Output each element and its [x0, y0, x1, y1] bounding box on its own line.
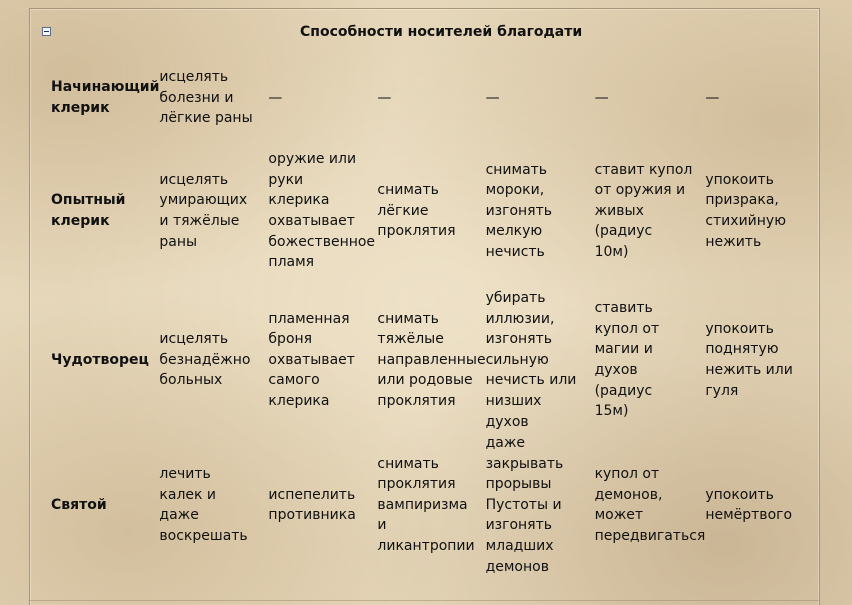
table-title: Способности носителей благодати: [300, 24, 583, 40]
ability-cell-line: убирать: [485, 290, 546, 306]
ability-cell: [705, 134, 805, 288]
ability-cell-line: болезни и: [159, 89, 234, 106]
ability-cell-line: проклятия: [377, 476, 456, 493]
ability-cell-line: воскрешать: [159, 527, 248, 544]
ability-cell: [595, 134, 706, 288]
ability-cell-line: поднятую: [705, 341, 779, 358]
ability-cell: [159, 134, 268, 288]
ability-cell-line: демонов: [485, 558, 549, 575]
ability-cell-line: мелкую: [485, 223, 543, 240]
ability-cell-line: исцелять: [159, 171, 229, 188]
ability-cell-line: или родовые: [377, 372, 473, 389]
ability-cell-line: магии и: [594, 341, 653, 358]
ability-cell: [486, 288, 595, 432]
ability-cell-line: ликантропии: [377, 538, 475, 555]
ability-cell: [486, 432, 595, 578]
ability-cell-line: стихийную: [705, 213, 786, 229]
rank-label: [48, 288, 159, 432]
ability-cell-line: прорывы: [485, 476, 552, 493]
ability-cell-line: снимать: [485, 161, 548, 178]
rank-label-line: Начинающий: [51, 79, 160, 96]
ability-cell: [705, 432, 805, 578]
ability-cell: [268, 288, 377, 432]
ability-cell-line: 15м): [594, 403, 629, 420]
ability-cell: [377, 134, 485, 288]
rank-label: [48, 134, 159, 288]
ability-cell-line: снимать: [377, 310, 439, 327]
ability-cell-line: проклятия: [377, 392, 456, 409]
ability-cell-line: призрака,: [705, 192, 779, 209]
ability-cell: [268, 134, 377, 288]
ability-cell-line: охватывает: [268, 213, 355, 229]
ability-cell-line: изгонять: [485, 202, 553, 219]
ability-cell-line: безнадёжно: [159, 351, 251, 368]
ability-cell-line: ставить: [594, 300, 653, 317]
ability-cell: [595, 432, 706, 578]
ability-cell-line: изгонять: [485, 517, 553, 534]
rank-label-line: клерик: [51, 213, 110, 229]
ability-cell-line: руки: [268, 171, 304, 188]
ability-cell-line: духов: [594, 362, 638, 379]
ability-cell-line: пламенная: [268, 310, 350, 327]
ability-cell-line: —: [485, 89, 500, 106]
ability-cell-line: ставит купол: [594, 161, 693, 178]
ability-cell-line: упокоить: [705, 486, 774, 503]
ability-cell-line: броня: [268, 331, 313, 348]
ability-cell-line: мороки,: [485, 182, 545, 199]
ability-cell-line: упокоить: [705, 171, 774, 188]
ability-cell-line: даже: [485, 435, 526, 452]
ability-cell-line: больных: [159, 372, 223, 389]
ability-cell-line: нечисть: [485, 243, 545, 260]
ability-cell-line: иллюзии,: [485, 310, 555, 327]
ability-cell-line: упокоить: [705, 320, 774, 337]
ability-cell: [705, 62, 805, 134]
ability-cell-line: даже: [159, 507, 199, 524]
ability-cell-line: исцелять: [159, 69, 229, 86]
ability-cell-line: сильную: [485, 351, 549, 368]
ability-cell-line: (радиус: [594, 223, 653, 240]
ability-cell-line: купол от: [594, 465, 660, 482]
ability-cell-line: исцелять: [159, 331, 229, 348]
ability-cell-line: направленные: [377, 351, 486, 368]
ability-cell: [159, 432, 268, 578]
ability-cell-line: может: [594, 507, 644, 524]
ability-cell-line: от оружия и: [594, 182, 686, 199]
ability-cell-line: калек и: [159, 486, 217, 503]
ability-cell-line: купол от: [594, 320, 660, 337]
ability-cell-line: передвигаться: [594, 527, 706, 544]
rank-label: [48, 62, 159, 134]
ability-cell-line: раны: [159, 233, 198, 250]
table-row: [48, 432, 805, 578]
ability-cell-line: нечисть или: [485, 372, 577, 389]
ability-cell-line: 10м): [594, 243, 629, 260]
abilities-table: [48, 62, 805, 578]
ability-cell: [595, 288, 706, 432]
ability-cell: [377, 432, 485, 578]
ability-cell-line: закрывать: [485, 455, 564, 472]
ability-cell: [377, 62, 485, 134]
ability-cell: [377, 288, 485, 432]
ability-cell-line: вампиризма: [377, 496, 468, 513]
ability-cell-line: низших: [485, 392, 542, 409]
ability-cell-line: гуля: [705, 382, 739, 399]
ability-cell-line: немёртвого: [705, 507, 793, 524]
ability-cell-line: снимать: [377, 455, 439, 472]
ability-cell-line: испепелить: [268, 486, 356, 503]
ability-cell-line: охватывает: [268, 351, 355, 368]
ability-cell-line: тяжёлые: [377, 331, 444, 348]
ability-cell-line: (радиус: [594, 382, 653, 399]
ability-cell-line: изгонять: [485, 331, 553, 348]
ability-cell-line: лёгкие раны: [159, 110, 253, 127]
table-row: [48, 62, 805, 134]
ability-cell-line: клерика: [268, 192, 330, 209]
ability-cell-line: демонов,: [594, 486, 663, 503]
ability-cell-line: —: [594, 89, 609, 106]
ability-cell: [486, 62, 595, 134]
ability-cell-line: и: [377, 517, 387, 534]
ability-cell: [268, 62, 377, 134]
ability-cell: [159, 62, 268, 134]
ability-cell-line: противника: [268, 507, 356, 524]
ability-cell-line: и тяжёлые: [159, 213, 240, 229]
ability-cell-line: —: [377, 89, 392, 106]
ability-cell-line: лечить: [159, 465, 211, 482]
ability-cell-line: нежить или: [705, 362, 793, 379]
ability-cell: [705, 288, 805, 432]
ability-cell-line: живых: [594, 202, 644, 219]
ability-cell-line: лёгкие: [377, 202, 429, 219]
rank-label: [48, 432, 159, 578]
ability-cell-line: —: [705, 89, 720, 106]
ability-cell: [595, 62, 706, 134]
collapse-toggle-icon[interactable]: [42, 27, 51, 36]
ability-cell: [159, 288, 268, 432]
ability-cell-line: нежить: [705, 233, 762, 250]
table-row: [48, 134, 805, 288]
ability-cell: [486, 134, 595, 288]
ability-cell-line: снимать: [377, 182, 439, 199]
ability-cell: [268, 432, 377, 578]
ability-cell-line: —: [268, 89, 283, 106]
ability-cell-line: духов: [485, 413, 529, 430]
ability-cell-line: клерика: [268, 392, 330, 409]
ability-cell-line: самого: [268, 372, 320, 389]
ability-cell-line: божественное: [268, 233, 376, 250]
ability-cell-line: пламя: [268, 254, 315, 271]
table-row: [48, 288, 805, 432]
ability-cell-line: умирающих: [159, 192, 248, 209]
rank-label-line: клерик: [51, 100, 110, 116]
rank-label-line: Опытный: [51, 192, 126, 209]
rank-label-line: Святой: [51, 496, 107, 513]
ability-cell-line: Пустоты и: [485, 496, 562, 513]
ability-cell-line: проклятия: [377, 223, 456, 240]
bottom-divider: [30, 600, 819, 601]
rank-label-line: Чудотворец: [51, 351, 149, 368]
ability-cell-line: оружие или: [268, 151, 357, 168]
ability-cell-line: младших: [485, 538, 554, 555]
